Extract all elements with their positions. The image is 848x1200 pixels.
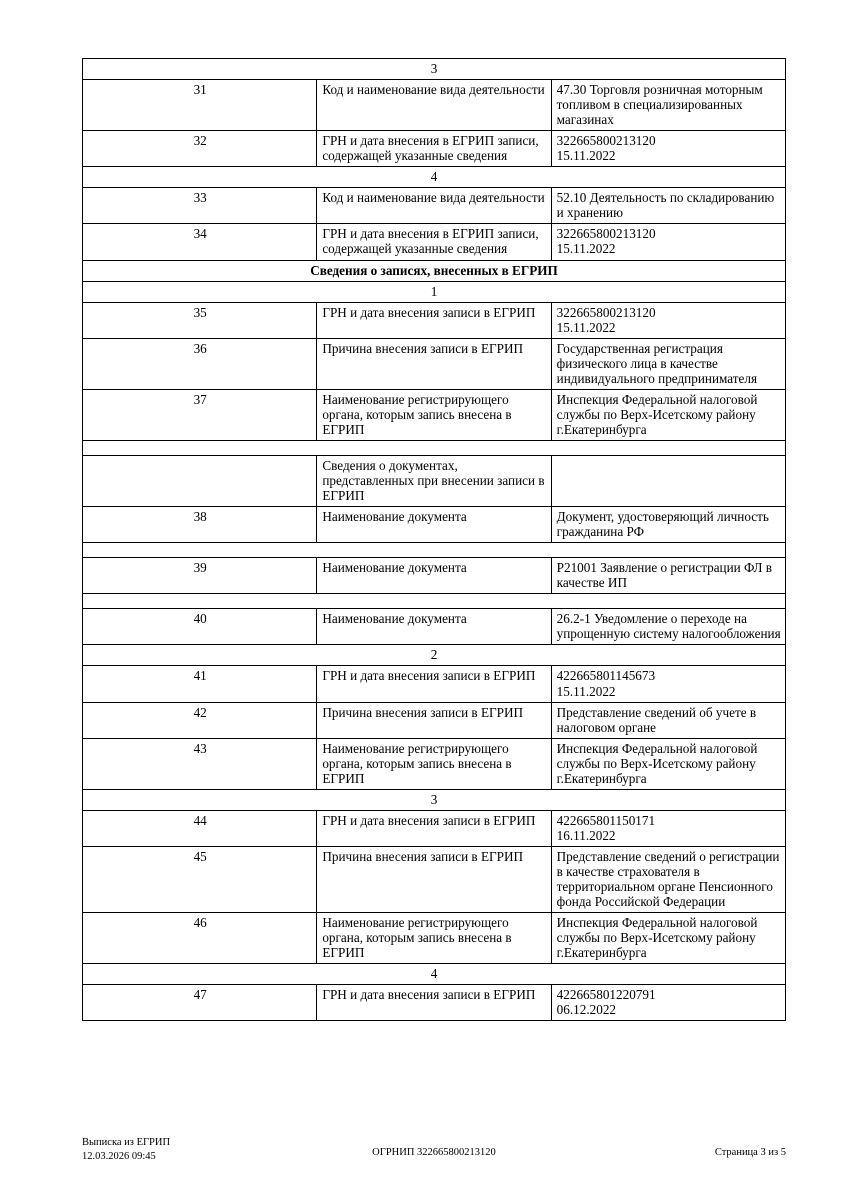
table-group-number-row [83, 789, 786, 810]
spacer-cell [83, 543, 786, 558]
row-label: Сведения о документах, представленных при внесении записи в ЕГРИП [317, 455, 551, 506]
row-value [551, 389, 785, 440]
footer-document-title: Выписка из ЕГРИП [82, 1136, 171, 1148]
row-label: ГРН и дата внесения записи в ЕГРИП [317, 985, 551, 1021]
row-value-line: 422665801220791 [556, 987, 656, 1003]
row-value-line: Государственная регистрация физического лица в качестве индивидуального предпринимателя [556, 340, 758, 386]
spacer-cell [83, 594, 786, 609]
row-label: ГРН и дата внесения в ЕГРИП записи, содержащей указанные сведения [317, 131, 551, 167]
row-value [551, 609, 785, 645]
row-value-line: Представление сведений об учете в налоговом органе [556, 704, 760, 735]
row-value [551, 131, 785, 167]
footer-ogrnip: ОГРНИП 322665800213120 [372, 1146, 496, 1158]
row-value-line: 26.2-1 Уведомление о переходе на упрощенную систему налогообложения [556, 611, 781, 642]
row-value [551, 507, 785, 543]
row-label: Наименование документа [317, 507, 551, 543]
row-number: 39 [83, 558, 317, 594]
table-group-number-row [83, 645, 786, 666]
row-value-line: 15.11.2022 [556, 319, 616, 335]
row-number: 32 [83, 131, 317, 167]
egrip-table [82, 58, 786, 1021]
row-value [551, 455, 785, 506]
row-value [551, 338, 785, 389]
row-label: Причина внесения записи в ЕГРИП [317, 338, 551, 389]
row-value [551, 302, 785, 338]
table-row [83, 455, 786, 506]
table-row [83, 224, 786, 260]
row-label: ГРН и дата внесения записи в ЕГРИП [317, 810, 551, 846]
row-label: Наименование документа [317, 609, 551, 645]
row-number: 36 [83, 338, 317, 389]
table-row [83, 810, 786, 846]
group-number: 2 [83, 645, 786, 666]
table-group-number-row [83, 167, 786, 188]
row-value [551, 810, 785, 846]
row-number: 31 [83, 80, 317, 131]
group-number: 4 [83, 167, 786, 188]
row-value-line: Документ, удостоверяющий личность гражданина РФ [556, 509, 773, 540]
footer-timestamp: 12.03.2026 09:45 [82, 1150, 156, 1162]
row-number: 38 [83, 507, 317, 543]
table-row [83, 338, 786, 389]
row-number: 45 [83, 846, 317, 912]
egrip-table-body [83, 59, 786, 1021]
row-number: 41 [83, 666, 317, 702]
row-value-line: Инспекция Федеральной налоговой службы по Верх-Исетскому району г.Екатеринбурга [556, 391, 761, 437]
table-row [83, 913, 786, 964]
group-number: 3 [83, 789, 786, 810]
group-number: 1 [83, 281, 786, 302]
row-value-line: 15.11.2022 [556, 148, 616, 164]
row-value-line: Инспекция Федеральной налоговой службы по Верх-Исетскому району г.Екатеринбурга [556, 740, 761, 786]
table-group-number-row [83, 964, 786, 985]
table-row [83, 702, 786, 738]
row-value [551, 913, 785, 964]
row-value [551, 558, 785, 594]
table-row [83, 609, 786, 645]
row-value [551, 80, 785, 131]
row-value [551, 738, 785, 789]
footer-page-number: Страница 3 из 5 [714, 1146, 786, 1158]
row-value [551, 702, 785, 738]
table-group-number-row [83, 281, 786, 302]
row-label: ГРН и дата внесения записи в ЕГРИП [317, 302, 551, 338]
row-label: Код и наименование вида деятельности [317, 80, 551, 131]
table-row [83, 507, 786, 543]
section-title: Сведения о записях, внесенных в ЕГРИП [83, 260, 786, 281]
table-spacer-row [83, 440, 786, 455]
row-value-line: Инспекция Федеральной налоговой службы по Верх-Исетскому району г.Екатеринбурга [556, 915, 761, 961]
row-value [551, 846, 785, 912]
row-number: 43 [83, 738, 317, 789]
table-section-header [83, 260, 786, 281]
row-value-line: 322665800213120 [556, 133, 656, 149]
table-row [83, 558, 786, 594]
row-label: Наименование регистрирующего органа, которым запись внесена в ЕГРИП [317, 913, 551, 964]
page-footer [82, 1136, 786, 1164]
row-label: Наименование регистрирующего органа, которым запись внесена в ЕГРИП [317, 389, 551, 440]
row-number: 34 [83, 224, 317, 260]
row-number: 40 [83, 609, 317, 645]
row-value-line: 322665800213120 [556, 226, 656, 242]
group-number: 4 [83, 964, 786, 985]
row-value-line: 422665801145673 [556, 668, 656, 684]
row-number: 47 [83, 985, 317, 1021]
row-label: ГРН и дата внесения записи в ЕГРИП [317, 666, 551, 702]
table-row [83, 846, 786, 912]
row-label: Причина внесения записи в ЕГРИП [317, 702, 551, 738]
row-number: 42 [83, 702, 317, 738]
row-label: Наименование регистрирующего органа, которым запись внесена в ЕГРИП [317, 738, 551, 789]
row-value-line: 52.10 Деятельность по складированию и хранению [556, 190, 778, 221]
row-number: 46 [83, 913, 317, 964]
spacer-cell [83, 440, 786, 455]
row-number: 37 [83, 389, 317, 440]
row-value-line: 16.11.2022 [556, 827, 616, 843]
table-row [83, 666, 786, 702]
row-label: Наименование документа [317, 558, 551, 594]
row-value-line: 15.11.2022 [556, 683, 616, 699]
row-value-line: 15.11.2022 [556, 241, 616, 257]
row-value [551, 224, 785, 260]
row-value [551, 985, 785, 1021]
row-value [551, 188, 785, 224]
table-spacer-row [83, 543, 786, 558]
row-label: Причина внесения записи в ЕГРИП [317, 846, 551, 912]
row-number: 35 [83, 302, 317, 338]
row-number [83, 455, 317, 506]
row-value-line: 422665801150171 [556, 812, 656, 828]
table-group-number-row [83, 59, 786, 80]
row-label: Код и наименование вида деятельности [317, 188, 551, 224]
table-row [83, 985, 786, 1021]
row-value [551, 666, 785, 702]
row-value-line: 47.30 Торговля розничная моторным топливом в специализированных магазинах [556, 82, 767, 128]
table-row [83, 738, 786, 789]
table-spacer-row [83, 594, 786, 609]
table-row [83, 131, 786, 167]
row-value-line: Представление сведений о регистрации в качестве страхователя в территориальном органе Пенсионного фонда Российской Федерации [556, 848, 783, 910]
row-value-line: Р21001 Заявление о регистрации ФЛ в качестве ИП [556, 560, 776, 591]
table-row [83, 188, 786, 224]
row-value-line: 06.12.2022 [556, 1002, 616, 1018]
row-label: ГРН и дата внесения в ЕГРИП записи, содержащей указанные сведения [317, 224, 551, 260]
row-value-line: 322665800213120 [556, 304, 656, 320]
table-row [83, 389, 786, 440]
row-number: 44 [83, 810, 317, 846]
table-row [83, 80, 786, 131]
group-number: 3 [83, 59, 786, 80]
table-row [83, 302, 786, 338]
row-number: 33 [83, 188, 317, 224]
footer-left [82, 1136, 314, 1164]
